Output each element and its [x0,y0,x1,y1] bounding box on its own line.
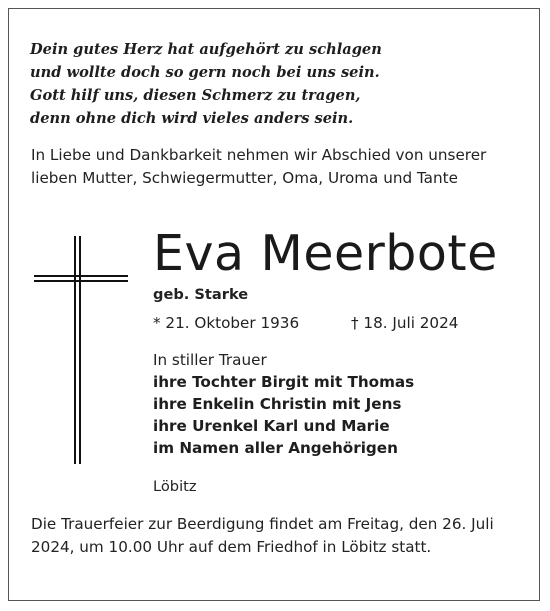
mourner-item: ihre Enkelin Christin mit Jens [153,395,402,413]
poem-line: Gott hilf uns, diesen Schmerz zu tragen, [30,87,361,104]
mourning-label: In stiller Trauer [153,351,267,369]
mourner-item: ihre Urenkel Karl und Marie [153,417,390,435]
poem-line: Dein gutes Herz hat aufgehört zu schlagen [30,41,382,58]
poem [30,38,382,130]
mourners-list [153,371,414,459]
cross-icon [34,236,128,464]
place-name: Löbitz [153,478,197,495]
maiden-name: geb. Starke [153,286,249,303]
mourner-item: im Namen aller Angehörigen [153,439,398,457]
cross-vertical-bar [74,236,81,464]
deceased-name: Eva Meerbote [153,225,498,282]
funeral-notice: Die Trauerfeier zur Beerdigung findet am Freitag, den 26. Juli 2024, um 10.00 Uhr auf dem Friedhof in Löbitz statt. [31,515,494,556]
birth-date: * 21. Oktober 1936 [153,314,300,332]
mourner-item: ihre Tochter Birgit mit Thomas [153,373,415,391]
intro-text: In Liebe und Dankbarkeit nehmen wir Abschied von unserer lieben Mutter, Schwiegermutter, Oma, Uroma und Tante [31,146,487,187]
poem-line: und wollte doch so gern noch bei uns sein. [30,64,380,81]
cross-horizontal-bar [34,275,128,282]
death-date: † 18. Juli 2024 [351,314,459,332]
poem-line: denn ohne dich wird vieles anders sein. [30,110,354,127]
